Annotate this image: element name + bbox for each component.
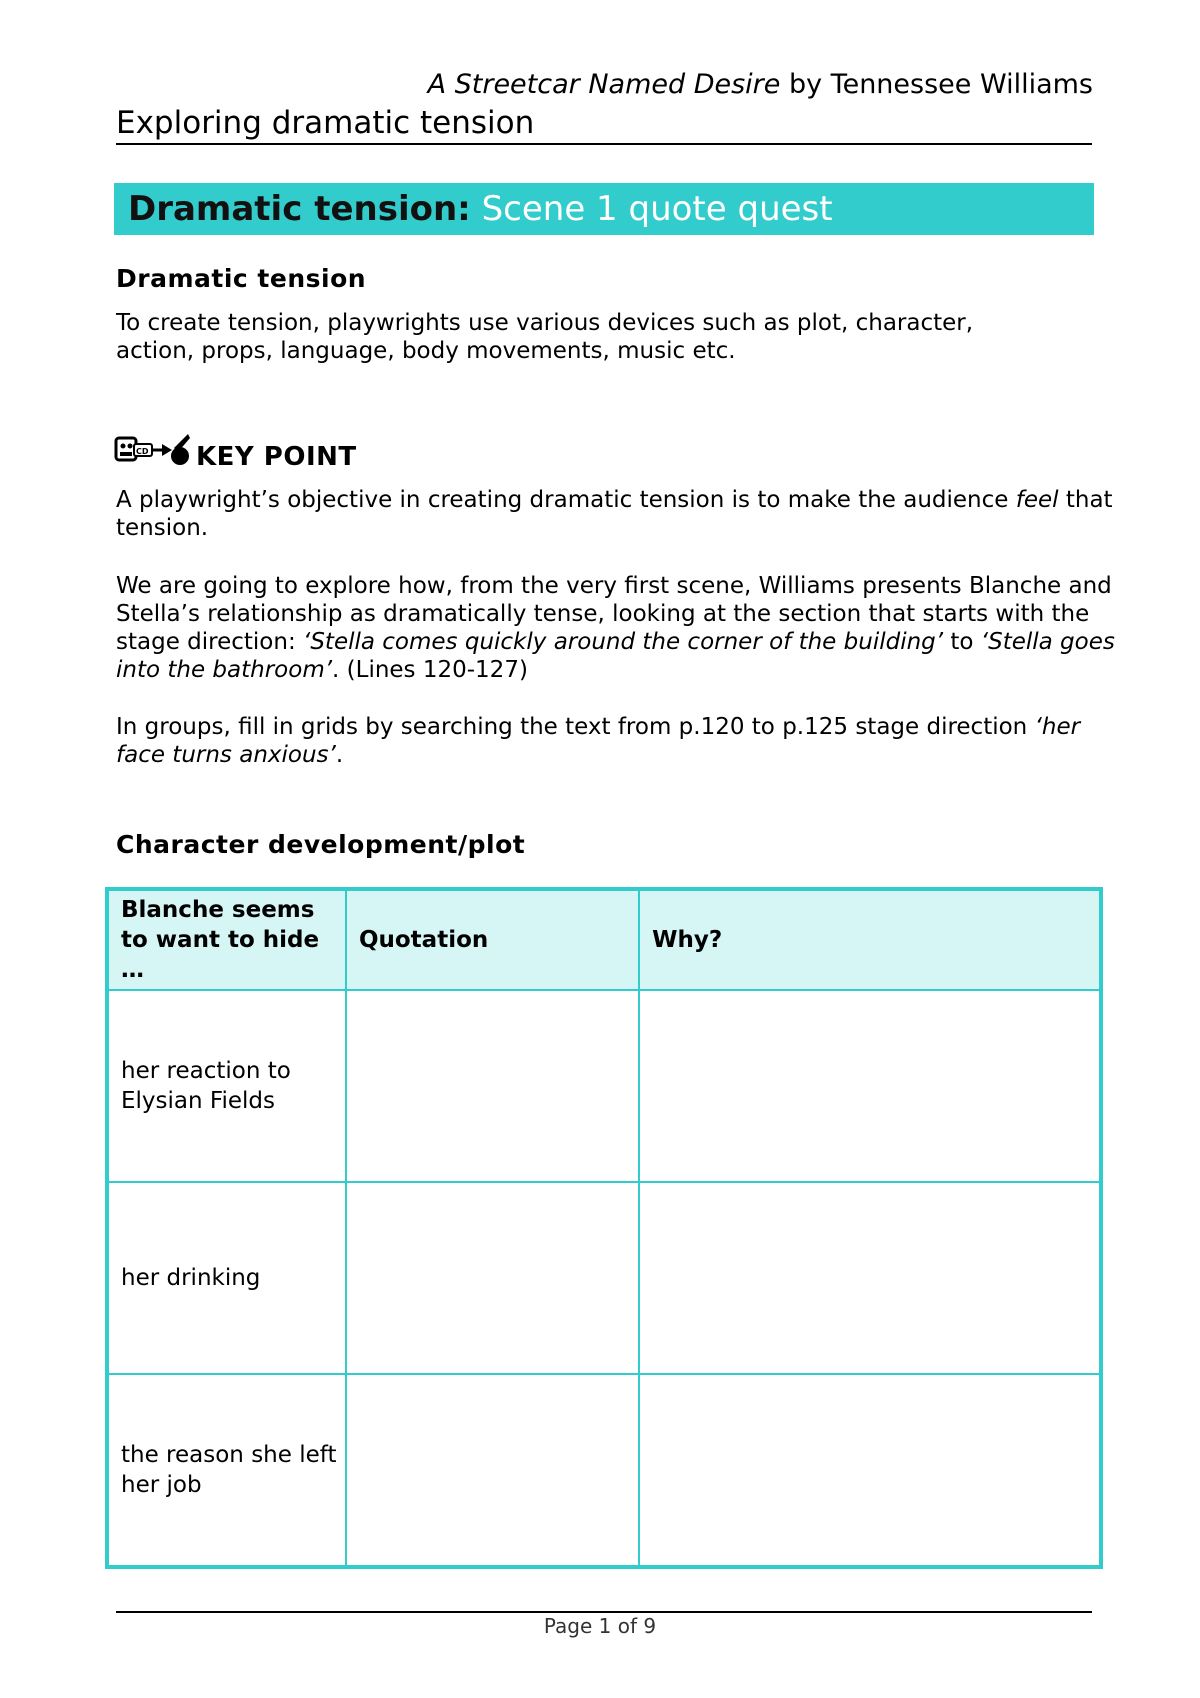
kp2-quote-start: ‘Stella comes quickly around the corner of the building’ bbox=[303, 629, 944, 655]
running-header-subtitle: Exploring dramatic tension bbox=[116, 105, 535, 141]
play-title: A Streetcar Named Desire bbox=[427, 69, 781, 100]
grid-cell-topic: her drinking bbox=[107, 1182, 346, 1374]
grid-header-quotation: Quotation bbox=[346, 889, 639, 990]
grid-header-hide: Blanche seems to want to hide … bbox=[107, 889, 346, 990]
kp1-emphasis: feel bbox=[1015, 487, 1059, 513]
header-rule bbox=[116, 143, 1092, 145]
quote-grid bbox=[105, 887, 1103, 1569]
grid-cell-quotation[interactable] bbox=[346, 990, 639, 1182]
table-row bbox=[107, 1374, 1101, 1567]
svg-text:CD: CD bbox=[136, 447, 149, 456]
grid-cell-why[interactable] bbox=[639, 1182, 1101, 1374]
key-point-label: KEY POINT bbox=[196, 442, 357, 472]
section-heading-character-development: Character development/plot bbox=[116, 830, 526, 859]
title-banner bbox=[114, 183, 1094, 235]
intro-paragraph: To create tension, playwrights use various devices such as plot, character, action, props, language, body movements, music etc. bbox=[116, 310, 974, 364]
kp1-text: A playwright’s objective in creating dramatic tension is to make the audience bbox=[116, 487, 1016, 513]
author-line: by Tennessee Williams bbox=[780, 69, 1093, 100]
key-point-paragraph-3 bbox=[116, 713, 1116, 769]
key-point-paragraph-1 bbox=[116, 486, 1116, 542]
key-point-icon bbox=[114, 432, 192, 472]
banner-light-text: Scene 1 quote quest bbox=[470, 189, 833, 229]
grid-cell-topic: the reason she left her job bbox=[107, 1374, 346, 1567]
kp3-end: . bbox=[335, 742, 344, 768]
grid-cell-why[interactable] bbox=[639, 990, 1101, 1182]
section-heading-dramatic-tension: Dramatic tension bbox=[116, 264, 367, 293]
grid-cell-why[interactable] bbox=[639, 1374, 1101, 1567]
kp2-to: to bbox=[943, 629, 981, 655]
table-row bbox=[107, 1182, 1101, 1374]
grid-cell-quotation[interactable] bbox=[346, 1182, 639, 1374]
key-point-paragraph-2 bbox=[116, 572, 1116, 684]
banner-bold-text: Dramatic tension: bbox=[128, 189, 471, 229]
grid-header-row bbox=[107, 889, 1101, 990]
kp3-quote: ‘her face turns anxious’ bbox=[116, 714, 1081, 768]
kp2-lines: . (Lines 120-127) bbox=[332, 657, 528, 683]
kp2-text: We are going to explore how, from the very first scene, Williams presents Blanche and Stella’s relationship as dramatically tense, looking at the section that starts with the stage direction: bbox=[116, 573, 1112, 655]
page-number: Page 1 of 9 bbox=[543, 1614, 657, 1638]
running-header-title bbox=[428, 68, 1093, 102]
table-row bbox=[107, 990, 1101, 1182]
grid-header-why: Why? bbox=[639, 889, 1101, 990]
kp2-quote-end: ‘Stella goes into the bathroom’ bbox=[116, 629, 1115, 683]
kp1-text-end: that tension. bbox=[116, 487, 1113, 541]
grid-cell-quotation[interactable] bbox=[346, 1374, 639, 1567]
grid-cell-topic: her reaction to Elysian Fields bbox=[107, 990, 346, 1182]
kp3-text: In groups, fill in grids by searching the text from p.120 to p.125 stage direction bbox=[116, 714, 1035, 740]
